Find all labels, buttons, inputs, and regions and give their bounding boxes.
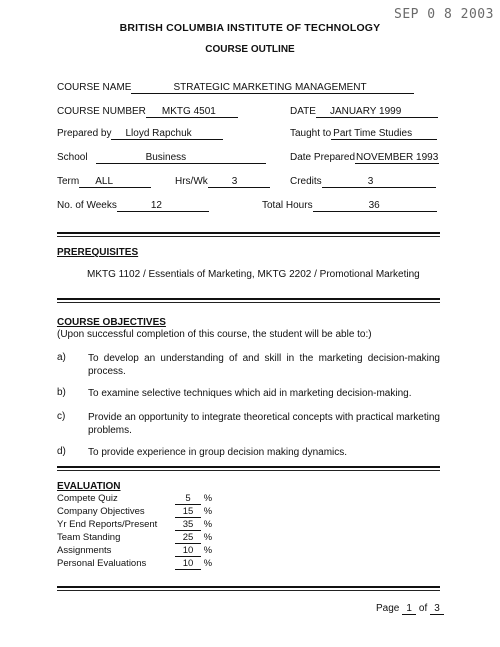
school-label: School: [57, 152, 88, 163]
credits-row: [290, 176, 436, 188]
evaluation-percent: 10: [175, 545, 201, 557]
term-label: Term: [57, 176, 80, 187]
total-hours-label: Total Hours: [262, 200, 313, 211]
evaluation-percent: 15: [175, 506, 201, 518]
evaluation-row: [57, 519, 212, 531]
total-hours-value: 36: [313, 200, 437, 212]
current-page: 1: [402, 603, 416, 615]
evaluation-percent: 25: [175, 532, 201, 544]
evaluation-row: [57, 506, 212, 518]
taught-to-label: Taught to: [290, 128, 332, 139]
hours-per-week-label: Hrs/Wk: [175, 176, 208, 187]
percent-sign: %: [203, 506, 213, 517]
evaluation-label: Yr End Reports/Present: [57, 519, 158, 530]
date-prepared-value: NOVEMBER 1993: [356, 152, 439, 163]
objectives-intro: (Upon successful completion of this course, the student will be able to:): [57, 329, 372, 340]
evaluation-percent: 35: [175, 519, 201, 531]
school-value: Business: [96, 152, 266, 164]
objective-text: To examine selective techniques which aid in marketing decision-making.: [88, 388, 412, 399]
section-divider: [57, 236, 440, 237]
section-divider: [57, 302, 440, 303]
objective-letter: d): [57, 446, 66, 457]
evaluation-percent: 10: [175, 558, 201, 570]
of-label: of: [418, 603, 428, 614]
prepared-by-label: Prepared by: [57, 128, 112, 139]
received-date-stamp: SEP 0 8 2003: [394, 7, 494, 22]
weeks-row: [57, 200, 209, 212]
school-row: [57, 152, 266, 164]
date-value: JANUARY 1999: [316, 106, 438, 118]
section-divider: [57, 470, 440, 471]
hours-per-week-value: 3: [208, 176, 270, 188]
evaluation-row: [57, 493, 212, 505]
evaluation-heading: EVALUATION: [57, 481, 121, 492]
objective-letter: b): [57, 387, 66, 398]
date-prepared-row: [290, 152, 439, 164]
objective-text: To provide experience in group decision making dynamics.: [88, 447, 348, 458]
evaluation-label: Compete Quiz: [57, 493, 118, 504]
section-divider: [57, 232, 440, 234]
date-label: DATE: [290, 106, 316, 117]
hours-per-week-row: [175, 176, 270, 188]
section-divider: [57, 298, 440, 300]
credits-label: Credits: [290, 176, 322, 187]
course-name-row: [57, 82, 414, 94]
objective-letter: c): [57, 411, 66, 422]
percent-sign: %: [203, 493, 213, 504]
percent-sign: %: [203, 519, 213, 530]
section-divider: [57, 590, 440, 591]
evaluation-label: Assignments: [57, 545, 112, 556]
date-row: [290, 106, 438, 118]
evaluation-label: Personal Evaluations: [57, 558, 147, 569]
course-name-value: STRATEGIC MARKETING MANAGEMENT: [131, 82, 414, 94]
credits-value: 3: [322, 176, 436, 188]
page-number: [376, 603, 444, 615]
total-hours-row: [262, 200, 437, 212]
section-divider: [57, 586, 440, 588]
section-divider: [57, 466, 440, 468]
course-name-label: COURSE NAME: [57, 82, 132, 93]
percent-sign: %: [203, 545, 213, 556]
course-number-row: [57, 106, 238, 118]
date-prepared-label: Date Prepared: [290, 152, 356, 163]
term-value: ALL: [79, 176, 151, 188]
page-label: Page: [376, 603, 400, 614]
objectives-heading: COURSE OBJECTIVES: [57, 317, 166, 328]
evaluation-row: [57, 545, 212, 557]
prerequisites-text: MKTG 1102 / Essentials of Marketing, MKTG 2202 / Promotional Marketing: [87, 269, 420, 280]
objective-letter: a): [57, 352, 66, 363]
percent-sign: %: [203, 532, 213, 543]
objective-text: To develop an understanding of and skill in the marketing decision-making process.: [88, 353, 440, 377]
total-pages: 3: [430, 603, 444, 615]
course-number-value: MKTG 4501: [146, 106, 238, 118]
institution-name: BRITISH COLUMBIA INSTITUTE OF TECHNOLOGY: [119, 22, 381, 34]
evaluation-label: Team Standing: [57, 532, 121, 543]
taught-to-value: Part Time Studies: [331, 128, 437, 140]
prerequisites-heading: PREREQUISITES: [57, 247, 139, 258]
prepared-by-row: [57, 128, 223, 140]
objective-text: Provide an opportunity to integrate theoretical concepts with practical marketing problems.: [88, 412, 440, 436]
weeks-label: No. of Weeks: [57, 200, 117, 211]
course-number-label: COURSE NUMBER: [57, 106, 146, 117]
taught-to-row: [290, 128, 437, 140]
term-row: [57, 176, 151, 188]
evaluation-label: Company Objectives: [57, 506, 145, 517]
document-title: COURSE OUTLINE: [205, 44, 295, 55]
evaluation-row: [57, 558, 212, 570]
prepared-by-value: Lloyd Rapchuk: [111, 128, 223, 140]
evaluation-row: [57, 532, 212, 544]
evaluation-percent: 5: [175, 493, 201, 505]
percent-sign: %: [203, 558, 213, 569]
weeks-value: 12: [117, 200, 209, 212]
